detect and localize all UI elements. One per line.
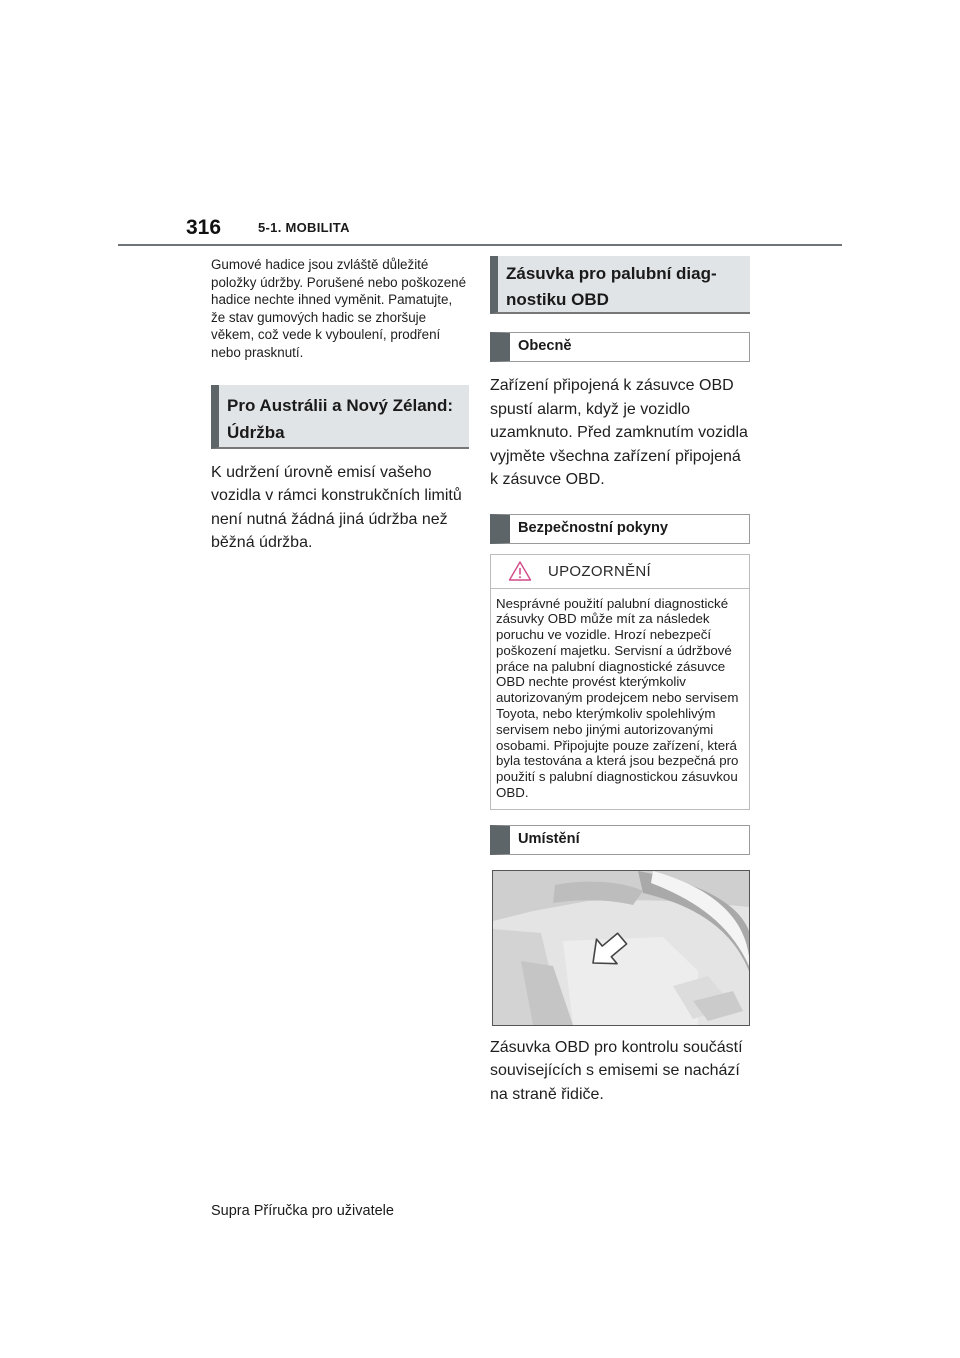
heading-line-2: Údržba	[227, 422, 285, 442]
warning-title: UPOZORNĚNÍ	[548, 562, 652, 580]
warning-header	[491, 555, 749, 589]
warning-box	[490, 554, 750, 810]
subheading-location: Umístění	[490, 825, 750, 855]
obd-location-photo	[492, 870, 750, 1026]
obd-location-illustration	[493, 871, 749, 1025]
maintenance-paragraph: K udržení úrovně emisí vašeho vozidla v rámci konstrukčních limitů není nutná žádná jiná údržba než běžná údržba.	[211, 463, 462, 552]
heading-line-1: Zásuvka pro palubní diag-	[506, 264, 717, 283]
intro-paragraph: Gumové hadice jsou zvláště důležité položky údržby. Porušené nebo poškozené hadice nechte ihned vyměnit. Pamatujte, že stav gumových hadic se zhoršuje věkem, což vede k vyboulení, prodření nebo prasknutí.	[211, 257, 467, 360]
page-header	[118, 216, 842, 246]
location-caption: Zásuvka OBD pro kontrolu součástí souvisejících s emisemi se nachází na straně řidiče.	[490, 1038, 743, 1103]
header-rule	[118, 244, 842, 246]
heading-australia-maintenance	[211, 385, 469, 449]
warning-triangle-icon	[508, 560, 532, 582]
general-paragraph: Zařízení připojená k zásuvce OBD spustí alarm, když je vozidlo uzamknuto. Před zamknutím vozidla vyjměte všechna zařízení připojená k zásuvce OBD.	[490, 377, 748, 488]
heading-line-2: nostiku OBD	[506, 290, 609, 309]
heading-line-1: Pro Austrálii a Nový Zéland:	[227, 395, 454, 415]
page-number: 316	[186, 216, 222, 239]
footer-title: Supra Příručka pro uživatele	[211, 1203, 394, 1219]
left-column	[211, 256, 469, 555]
subheading-safety: Bezpečnostní pokyny	[490, 514, 750, 544]
section-label: 5-1. MOBILITA	[258, 220, 350, 235]
heading-obd-socket	[490, 256, 750, 314]
right-column	[490, 256, 750, 1106]
warning-text: Nesprávné použití palubní diagnostické zásuvky OBD může mít za následek poruchu ve vozidle. Hrozí nebezpečí poškození majetku. Servisní a údržbové práce na palubní diagnostické zásuvce OBD nechte provést kterýmkoliv autorizovaným prodejcem nebo servisem Toyota, nebo kterýmkoliv spolehlivým servisem nebo jinými autorizovanými osobami. Připojujte pouze zařízení, která byla testována a která jsou bezpečná pro použití s palubní diagnostickou zásuvkou OBD.	[496, 595, 739, 801]
subheading-general: Obecně	[490, 332, 750, 362]
